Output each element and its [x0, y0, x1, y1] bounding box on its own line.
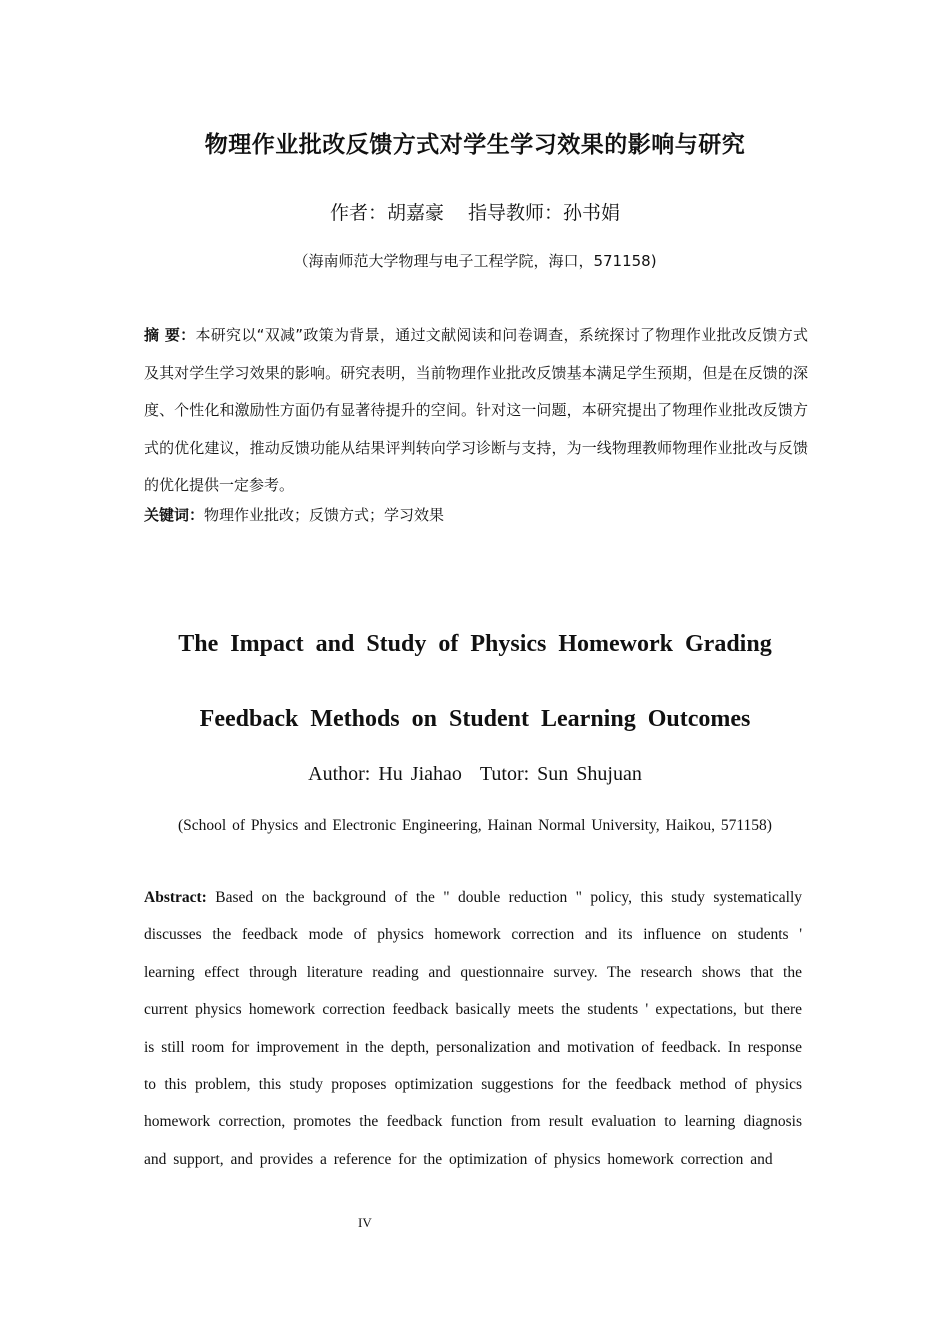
english-abstract-text: Based on the background of the " double reduction " policy, this study systematically discusses the feedback mode of physics homework correction and its influence on students ' learning effect through literature reading and questionnaire survey. The research shows that the current physics homework correction feedback basically meets the students ' expectations, but there is still room for improvement in the depth, personalization and motivation of feedback. In response to this problem, this study proposes optimization suggestions for the feedback method of physics homework correction, promotes the feedback function from result evaluation to learning diagnosis and support, and provides a reference for the optimization of physics homework correction and: [144, 889, 803, 1168]
chinese-title: 物理作业批改反馈方式对学生学习效果的影响与研究: [204, 132, 746, 158]
page-number: IV: [358, 1215, 372, 1230]
chinese-tutor: 指导教师：孙书娟: [468, 202, 621, 224]
chinese-affiliation: （海南师范大学物理与电子工程学院，海口，571158): [293, 252, 657, 270]
english-affiliation: (School of Physics and Electronic Engineering, Hainan Normal University, Haikou, 571158): [178, 817, 772, 834]
english-abstract: [144, 879, 802, 1178]
english-title: The Impact and Study of Physics Homework Grading Feedback Methods on Student Learning Outcomes: [178, 631, 772, 732]
chinese-keywords-text: 物理作业批改；反馈方式；学习效果: [204, 506, 445, 524]
chinese-author-line: [0, 198, 950, 225]
chinese-keywords: [144, 503, 808, 527]
chinese-abstract-text: 本研究以“双减”政策为背景，通过文献阅读和问卷调查，系统探讨了物理作业批改反馈方式及其对学生学习效果的影响。研究表明，当前物理作业批改反馈基本满足学生预期，但是在反馈的深度、个性化和激励性方面仍有显著待提升的空间。针对这一问题，本研究提出了物理作业批改反馈方式的优化建议，推动反馈功能从结果评判转向学习诊断与支持，为一线物理教师物理作业批改与反馈的优化提供一定参考。: [144, 326, 809, 494]
english-author-line: [0, 763, 950, 786]
chinese-keywords-label: 关键词：: [144, 506, 205, 524]
english-author: Author: Hu Jiahao: [308, 763, 462, 785]
english-abstract-label: Abstract:: [144, 889, 207, 906]
english-tutor: Tutor: Sun Shujuan: [479, 763, 642, 785]
chinese-abstract: [144, 317, 808, 505]
chinese-abstract-label: 摘 要：: [144, 326, 196, 344]
chinese-author: 作者：胡嘉豪: [329, 202, 444, 224]
